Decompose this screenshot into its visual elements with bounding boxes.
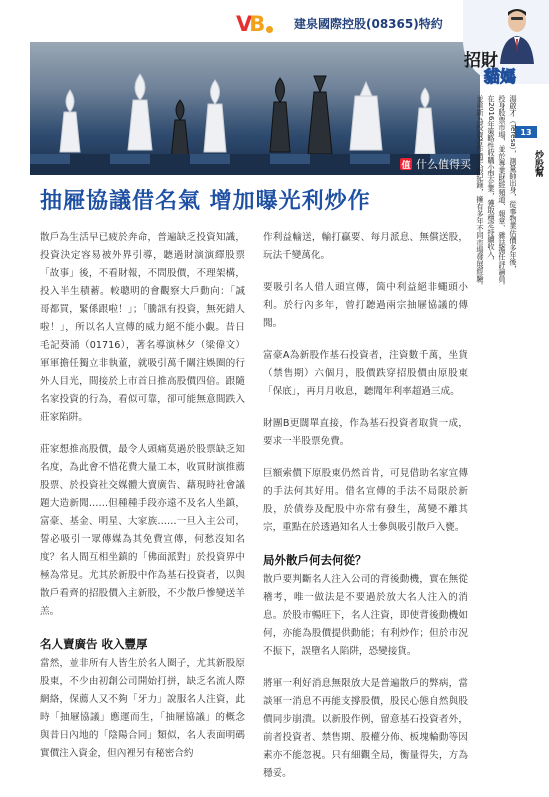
paragraph: 作利益輸送，輸打贏要、每月派息、無償送股，玩法千變萬化。 <box>263 232 468 261</box>
page-number: 13 <box>515 126 537 138</box>
paragraph: 將軍一利好消息無限放大是普遍散戶的弊病，當談軍一消息不再能支撐股價，股民心態自然與股價同步崩潰。以新股作例，留意基石投資者外，前者投資者、禁售期、股權分佈、板塊輪動等因素亦不能忽視。只有細觀全局，衡量得失，方為穩妥。 <box>263 678 468 779</box>
author-bio-line: 在2016年策略性收購小型企業，獲取穩定持續收入， <box>487 95 496 265</box>
column-name: 炒股幫 <box>533 150 543 177</box>
paragraph: 散戶要判斷名人注入公司的背後動機，實在無從稽考，唯一做法是不要過於放大名人注入的消息。於股市暢旺下，名人注資，即使背後動機如何，亦能為股價提供動能；有利炒作；但於市況不振下，誤墮名人陷阱，恐變接貨。 <box>263 574 468 657</box>
article-column-left <box>40 229 245 777</box>
paragraph: 當然，並非所有人皆生於名人圈子，尤其新股原股東，不少由初創公司開始打拼，缺乏名流人際網絡，保薦人又不夠「牙力」說服名人注資，此時「抽屜協議」應運而生，「抽屜協議」的概念與昔日內地的「陰陽合同」類似，名人表面明碼實價注入資金，但內裡另有秘密合約 <box>40 658 245 759</box>
watermark <box>400 156 471 172</box>
logo-letter-b: B <box>249 12 266 36</box>
paragraph: 富豪A為新股作基石投資者，注資數千萬，坐貨（禁售期）六個月，股價跌穿招股價由原股東「保底」，再月月收息，聽聞年利率超過三成。 <box>263 350 468 397</box>
author-bio-line: 並重新為投資者作通天眼紀錄，擁有多年不同市場發展經驗。 <box>476 95 485 290</box>
subheading: 局外散戶何去何從？ <box>263 553 367 567</box>
subheading: 名人賣廣告 收入豐厚 <box>40 637 148 651</box>
watermark-badge-icon: 值 <box>400 158 412 170</box>
brand-name-line1: 招財 <box>464 51 498 71</box>
author-bio-line: 湯啟才（Teresa），測量師出身，從事物業估價多年後， <box>509 95 518 273</box>
logo-dot <box>266 26 273 33</box>
paragraph: 散戶為生活早已疲於奔命，普遍缺乏投資知識，投資決定容易被外界引導，聽過財演演繹股票「故事」後，不看財報，不問股價，不理架構，投入半生積蓄。較聰明的會觀察大戶動向：「誠哥都買，緊係跟啦！」；「騰訊有投資，無死錯人啦！」，所以名人宣傳的威力絕不能小覷。昔日毛記葵涌（01716），著名導演林夕（梁偉文）軍軍擔任獨立非執董，就吸引萬千關注娛圈的行外人目光，間接於上市首日推高股價四倍。跟隨名家投資的行為，看似可靠，卻可能無意間跌入莊家陷阱。 <box>40 232 245 423</box>
article-title: 抽屜協議借名氣 增加曝光利炒作 <box>40 189 371 214</box>
paragraph: 莊家想推高股價，最令人頭痛莫過於股票缺乏知名度，為此會不惜花費大量工本，收買財演推薦股票、於投資社交媒體大賣廣告、藉現時社會議題大造新聞……但種種手段亦遠不及名人坐鎮，富豪、基金、明星、大家族……一旦入主公司，誓必吸引一眾傳媒為其免費宣傳，何愁沒知名度？名人間互相坐鎮的「佛面派對」於投資界中極為常見。尤其於新股中作為基石投資者，以與散戶看齊的招股價入主新股，不少散戶慘變送羊羔。 <box>40 444 245 617</box>
brand-name-line2: 貓媽 <box>484 67 517 86</box>
author-bio-line: 投身股票市場，並於專業財經頻道、報章、雜誌擔任評論員。 <box>498 95 507 290</box>
article-column-right <box>263 229 468 797</box>
paragraph: 要吸引名人借人頭宣傳，箇中利益絕非蠅頭小利。於行內多年，曾打聽過兩宗抽屜協議的傳聞。 <box>263 282 468 329</box>
watermark-text: 什么值得买 <box>416 158 471 171</box>
paragraph: 巨額索價下原股東仍然首肯，可見借助名家宣傳的手法何其好用。借名宣傳的手法不局限於新股，於債券及配股中亦常有發生，萬變不離其宗，重點在於透過知名人士參與吸引散戶入甕。 <box>263 468 468 533</box>
logo-letter-v: V <box>236 12 253 36</box>
paragraph: 財團B更闊單直接，作為基石投資者取貨一成，要求一半股票免費。 <box>263 418 468 447</box>
author-avatar <box>496 6 538 64</box>
sponsor-line: 建泉國際控股(08365)特約 <box>294 17 443 31</box>
header-bar <box>0 0 480 42</box>
vb-logo <box>236 12 273 36</box>
